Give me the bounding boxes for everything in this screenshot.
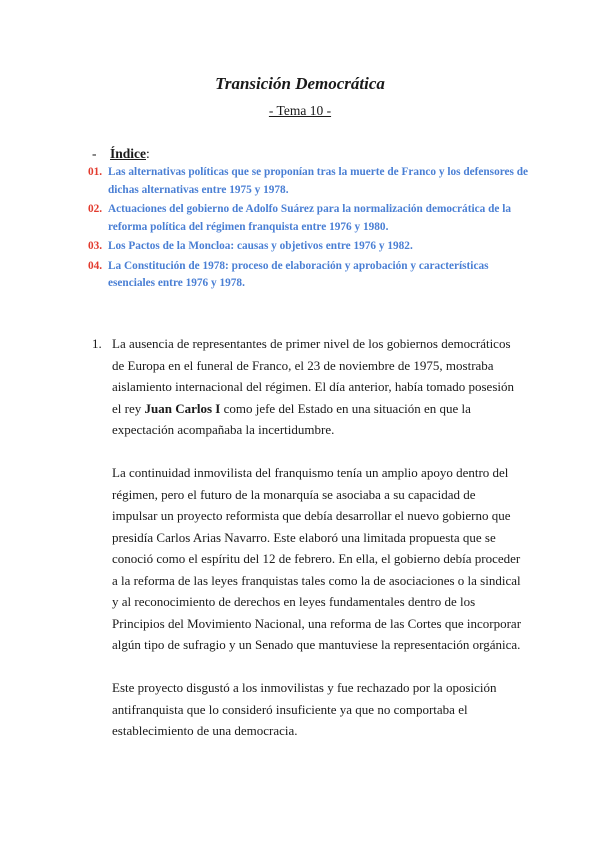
index-item [88, 201, 538, 236]
page-title: Transición Democrática [215, 74, 385, 93]
index-item [88, 258, 538, 293]
index-heading [92, 146, 150, 162]
paragraph-1-text-b: como jefe del Estado en una situación en que la expectación acompañaba la incertidumbre. [112, 400, 471, 437]
index-item-text: La Constitución de 1978: proceso de elaboración y aprobación y características esenciales entre 1976 y 1978. [108, 259, 489, 289]
section-1 [92, 333, 522, 763]
paragraph-1 [112, 333, 522, 441]
paragraph-2: La continuidad inmovilista del franquismo tenía un amplio apoyo dentro del régimen, pero el futuro de la monarquía se asociaba a su capacidad de impulsar un proyecto reformista que debía desarrollar el nuevo gobierno que presidía Carlos Arias Navarro. Este elaboró una limitada propuesta que se conoció como el espíritu del 12 de febrero. En ella, el gobierno debía proceder a la reforma de las leyes franquistas tales como la de asociaciones o la sindical y al reconocimiento de derechos en leyes fundamentales dentro de los Principios del Movimiento Nacional, una reforma de las Cortes que incorporar algún tipo de sufragio y un Senado que mantuviese la representación orgánica. [112, 465, 522, 652]
index-item-text: Los Pactos de la Moncloa: causas y objetivos entre 1976 y 1982. [108, 240, 413, 252]
index-item-text: Las alternativas políticas que se proponían tras la muerte de Franco y los defensores de dichas alternativas entre 1975 y 1978. [108, 166, 529, 196]
index-item-number: 01. [88, 166, 103, 178]
king-name: Juan Carlos I [144, 400, 221, 416]
index-item [88, 164, 538, 199]
section-number: 1. [92, 336, 102, 351]
index-item [88, 238, 538, 256]
index-heading-label: Índice [110, 146, 147, 161]
index-item-text: Actuaciones del gobierno de Adolfo Suárez para la normalización democrática de la reforma política del régimen franquista entre 1976 y 1980. [108, 203, 511, 233]
index-heading-colon: : [146, 146, 150, 161]
paragraph-3: Este proyecto disgustó a los inmovilistas y fue rechazado por la oposición antifranquista que lo consideró insuficiente ya que no comportaba el establecimiento de una democracia. [112, 680, 497, 738]
page-subtitle: - Tema 10 - [268, 103, 332, 118]
index-list [88, 164, 538, 295]
index-item-number: 03. [88, 240, 103, 252]
paragraph-1-text-a: La ausencia de representantes de primer nivel de los gobiernos democráticos de Europa en el funeral de Franco, el 23 de noviembre de 1975, mostraba aislamiento internacional del régimen. El día anterior, había tomado posesión el rey [112, 336, 514, 416]
index-item-number: 02. [88, 203, 103, 215]
index-item-number: 04. [88, 259, 103, 272]
index-dash: - [92, 146, 97, 161]
